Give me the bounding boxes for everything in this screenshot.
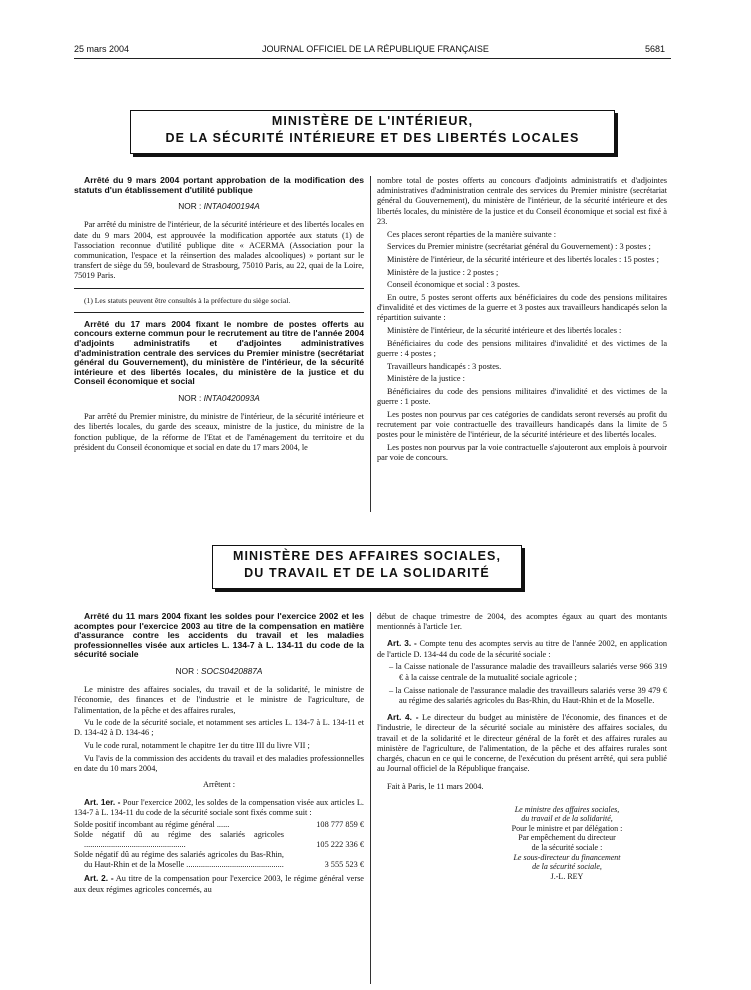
arrete3-visa-4: Vu l'avis de la commission des accidents du travail et des maladies professionnelles en date du 10 mars 2004, — [74, 753, 364, 774]
signature-name: J.-L. REY — [550, 871, 584, 881]
arrete3-nor-code: SOCS0420887A — [201, 665, 263, 676]
header-date: 25 mars 2004 — [74, 44, 130, 54]
arrete2-paragraph-6: Ministère de la justice : 2 postes ; — [387, 267, 499, 277]
row-label: Solde négatif dû au régime des salariés agricoles du Bas-Rhin, du Haut-Rhin et de la Moselle ............................................... — [74, 850, 284, 870]
table-row — [74, 820, 364, 830]
arrete2-paragraph-3: Ces places seront réparties de la manière suivante : — [387, 229, 557, 239]
arrete2-nor-code: INTA0420093A — [203, 392, 260, 403]
section2-left-column — [74, 612, 364, 897]
ministry-heading-interieur — [130, 110, 615, 154]
article-2-continuation: début de chaque trimestre de 2004, des acomptes égaux au quart des montants mentionnés à l'article 1er. — [377, 612, 667, 632]
header-page-number: 5681 — [644, 44, 665, 54]
balances-table — [74, 820, 364, 870]
arrete2-paragraph-7: Conseil économique et social : 3 postes. — [387, 280, 520, 290]
article-1-text: Pour l'exercice 2002, les soldes de la compensation visée aux articles L. 134-7 à L. 134-11 du code de la sécurité sociale sont fixés comme suit : — [74, 797, 365, 817]
table-row — [74, 830, 364, 850]
arrete1-nor-code: INTA0400194A — [203, 201, 260, 212]
column-divider — [370, 612, 371, 984]
article-3-text: Compte tenu des acomptes servis au titre de l'année 2002, en application de l'article D. 134-44 du code de la sécurité sociale : — [377, 639, 667, 659]
arrete3-article-4 — [377, 712, 667, 774]
running-header — [0, 44, 751, 56]
article-2-text: Au titre de la compensation pour l'exercice 2003, le régime général verse aux deux régimes agricoles concernés, au — [74, 874, 364, 894]
arrete2-paragraph-1: Par arrêté du Premier ministre, du ministre de l'intérieur, de la sécurité intérieure et des libertés locales, du garde des sceaux, ministre de la justice, du ministre de la fonction publique, de la réforme de l'Etat et de l'aménagement du territoire et du président du Conseil économique et social en date du 17 mars 2004, le — [74, 412, 364, 452]
arrete3-visa-2: Vu le code de la sécurité sociale, et notamment ses articles L. 134-7 à L. 134-11 et D. 134-42 à D. 134-46 ; — [74, 718, 364, 738]
arrete-separator — [74, 312, 364, 313]
arrete2-paragraph-13: Bénéficiaires du code des pensions militaires d'invalidité et des victimes de la guerre : 1 poste. — [377, 387, 667, 407]
arrete3-nor — [74, 666, 364, 676]
arrete1-nor — [74, 201, 364, 211]
ministry2-heading-line2: DU TRAVAIL ET DE LA SOLIDARITÉ — [244, 566, 490, 580]
arrete1-body: Par arrêté du ministre de l'intérieur, de la sécurité intérieure et des libertés locales en date du 9 mars 2004, est approuvée la modification apportée aux statuts (1) de l'association reconnue d'utilité publique dite « ACERMA (Association pour la communication, l'espace et la réinsertion des malades alcooliques) » portant sur le transfert de siège du 59, boulevard de Strasbourg, 75010 Paris, au 22, quai de la Loire, 75019 Paris. — [74, 220, 364, 281]
article-2-label: Art. 2. - — [84, 873, 114, 884]
table-row — [74, 850, 364, 870]
ministry2-heading-line1: MINISTÈRE DES AFFAIRES SOCIALES, — [232, 549, 502, 563]
arrete2-paragraph-8: En outre, 5 postes seront offerts aux bénéficiaires du code des pensions militaires d'invalidité et des victimes de la guerre et 3 postes aux travailleurs handicapés selon la répartition suivante : — [377, 293, 667, 323]
article-3-label: Art. 3. - — [387, 638, 417, 649]
article-3-bullet-1: – la Caisse nationale de l'assurance maladie des travailleurs salariés verse 966 319 € à la caisse centrale de la mutualité sociale agricole ; — [389, 662, 667, 682]
arrete1-nor-label: NOR : — [178, 201, 202, 212]
arrete2-paragraph-12: Ministère de la justice : — [387, 374, 465, 384]
row-amount: 3 555 523 € — [324, 860, 364, 870]
arrete2-paragraph-4: Services du Premier ministre (secrétariat général du Gouvernement) : 3 postes ; — [387, 242, 651, 252]
article-3-bullet-2: – la Caisse nationale de l'assurance maladie des travailleurs salariés verse 39 479 € au régime des salariés agricoles du Bas-Rhin, du Haut-Rhin et de la Moselle. — [389, 685, 667, 705]
arrete2-nor — [74, 393, 364, 403]
arrete2-nor-label: NOR : — [178, 392, 202, 403]
signature-line-4: Par empêchement du directeur — [518, 833, 616, 843]
row-label: Solde positif incombant au régime général ...... — [74, 820, 230, 830]
section2-right-column — [377, 612, 667, 881]
row-label: Solde négatif dû au régime des salariés agricoles ................................................. — [74, 830, 284, 850]
arrete3-article-1 — [74, 797, 364, 818]
arrete2-paragraph-5: Ministère de l'intérieur, de la sécurité intérieure et des libertés locales : 15 postes ; — [387, 254, 659, 264]
arrete1-title: Arrêté du 9 mars 2004 portant approbation de la modification des statuts d'un établissement d'utilité publique — [74, 175, 364, 195]
ministry-heading-line1: MINISTÈRE DE L'INTÉRIEUR, — [271, 114, 474, 128]
arrete3-nor-label: NOR : — [175, 665, 199, 676]
arrete3-article-3 — [377, 638, 667, 659]
arrete3-title: Arrêté du 11 mars 2004 fixant les soldes pour l'exercice 2002 et les acomptes pour l'exercice 2003 au titre de la compensation en matière d'assurance contre les accidents du travail et les maladies professionnelles visée aux articles L. 134-7 à L. 134-11 du code de la sécurité sociale — [74, 611, 364, 660]
arrete3-visa-3: Vu le code rural, notamment le chapitre 1er du titre III du livre VII ; — [84, 741, 310, 751]
arrete2-paragraph-9: Ministère de l'intérieur, de la sécurité intérieure et des libertés locales : — [387, 326, 622, 336]
arrete1-footnote: (1) Les statuts peuvent être consultés à la préfecture du siège social. — [84, 295, 291, 305]
arrete2-paragraph-11: Travailleurs handicapés : 3 postes. — [387, 361, 502, 371]
arrete2-paragraph-10: Bénéficiaires du code des pensions militaires d'invalidité et des victimes de la guerre : 4 postes ; — [377, 338, 667, 359]
arrete2-paragraph-2: nombre total de postes offerts au concours d'adjoints administratifs et d'adjointes administratives d'administration centrale des services du Premier ministre (secrétariat général du Gouvernement), du ministère de l'intérieur, de la sécurité intérieure et des libertés locales, du ministère de la justice et du Conseil économique et social est fixé à 23. — [377, 176, 667, 226]
arrete2-paragraph-15: Les postes non pourvus par la voie contractuelle s'ajouteront aux emplois à pourvoir par voie de concours. — [377, 443, 667, 463]
signature-line-1: Le ministre des affaires sociales, — [514, 804, 620, 814]
section1-left-column — [74, 176, 364, 455]
arrete3-visa-1: Le ministre des affaires sociales, du travail et de la solidarité, le ministre de l'économie, des finances et de l'industrie et le ministre de l'agriculture, de l'alimentation, de la pêche et des affaires rurales, — [74, 685, 364, 715]
signature-block — [467, 805, 667, 882]
signature-line-2: du travail et de la solidarité, — [521, 814, 613, 824]
article-4-text: Le directeur du budget au ministère de l'économie, des finances et de l'industrie, le directeur de la sécurité sociale au ministère des affaires sociales, du travail et de la solidarité et le directeur général de la forêt et des affaires rurales au ministère de l'agriculture, de l'alimentation, de la pêche et des affaires rurales sont chargés, chacun en ce qui le concerne, de l'exécution du présent arrêté, qui sera publié au Journal officiel de la République française. — [377, 713, 668, 774]
section1-right-column — [377, 176, 667, 466]
signature-line-5: de la sécurité sociale : — [531, 842, 603, 852]
header-journal-title: JOURNAL OFFICIEL DE LA RÉPUBLIQUE FRANÇAISE — [262, 44, 489, 54]
article-1-label: Art. 1er. - — [84, 796, 121, 807]
footnote-rule — [74, 288, 364, 289]
row-amount: 105 222 336 € — [316, 840, 364, 850]
header-rule — [74, 58, 671, 59]
signature-line-6: Le sous-directeur du financement — [513, 852, 621, 862]
column-divider — [370, 176, 371, 512]
ministry-heading-line2: DE LA SÉCURITÉ INTÉRIEURE ET DES LIBERTÉS LOCALES — [165, 131, 580, 145]
arrete3-arretent: Arrêtent : — [202, 780, 236, 790]
ministry-heading-affaires-sociales — [212, 545, 522, 589]
arrete2-title: Arrêté du 17 mars 2004 fixant le nombre de postes offerts au concours externe commun pour le recrutement au titre de l'année 2004 d'adjoints administratifs et d'adjointes administratives d'administration centrale des services du Premier ministre (secrétariat général du Gouvernement), du ministère de l'intérieur, de la sécurité intérieure et des libertés locales, du ministère de la justice et du Conseil économique et social — [74, 318, 364, 387]
arrete3-article-2 — [74, 873, 364, 894]
arrete2-paragraph-14: Les postes non pourvus par ces catégories de candidats seront reversés au profit du recrutement par voie contractuelle des travailleurs handicapés dans la limite de 5 postes pour le ministère de l'intérieur, de la sécurité intérieure et des libertés locales. — [377, 410, 667, 440]
article-4-label: Art. 4. - — [387, 712, 419, 723]
arrete3-fait: Fait à Paris, le 11 mars 2004. — [387, 782, 484, 792]
row-amount: 108 777 859 € — [316, 820, 364, 830]
signature-line-3: Pour le ministre et par délégation : — [511, 823, 623, 833]
signature-line-7: de la sécurité sociale, — [532, 862, 602, 872]
